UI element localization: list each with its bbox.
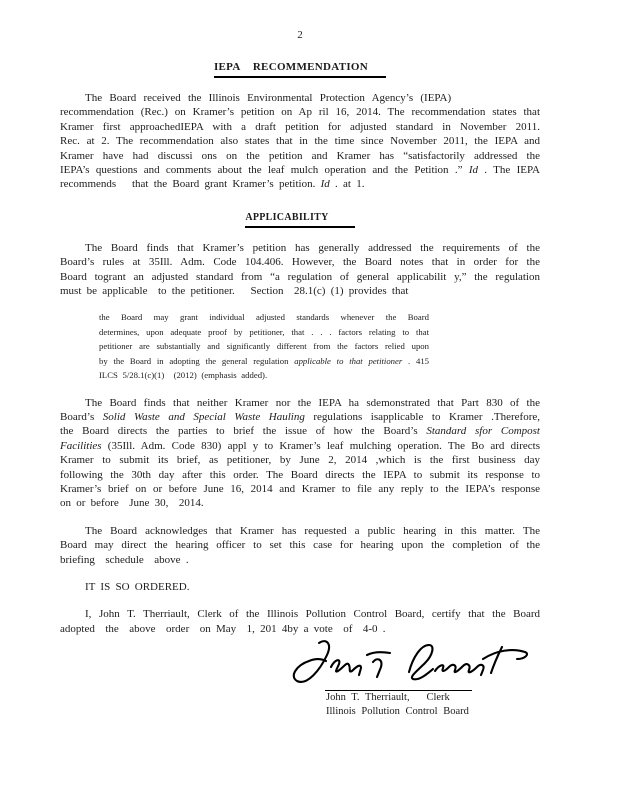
text-line: Board togrant an adjusted standard from “a regulation of general applicabilit y,” the regulation <box>60 270 540 283</box>
text-segment: Solid Waste and Special Waste Hauling <box>102 410 305 423</box>
paragraph <box>60 396 540 511</box>
text-line: The Board acknowledges that Kramer has requested a public hearing in this matter. The <box>85 524 540 537</box>
text-line <box>60 439 540 453</box>
text-segment: Board’s <box>60 410 103 423</box>
text-line: recommendation (Rec.) on Kramer’s petition on Ap ril 16, 2014. The recommendation states that <box>60 106 540 119</box>
text-segment: Standard sfor Compost <box>426 425 540 438</box>
signature-block <box>285 637 540 718</box>
text-line <box>60 424 540 438</box>
text-line: determines, upon adequate proof by petitioner, that . . . factors relating to that <box>99 326 429 337</box>
text-segment: Id <box>320 178 330 191</box>
text-line: Kramer first approachedIEPA with a draft petition for adjusted standard in November 2011. <box>60 120 540 133</box>
text-line: briefing schedule above . <box>60 553 189 566</box>
text-line: following the 30th day after this order. The Board directs the IEPA to submit its response to <box>60 468 540 481</box>
text-line: Kramer to submit its brief, as petitioner, by June 2, 2014 ,which is the first business day <box>60 454 540 467</box>
text-line: adopted the above order on May 1, 201 4by a vote of 4-0 . <box>60 622 386 635</box>
heading-row <box>60 208 540 228</box>
text-segment: IEPA’s questions and comments about the leaf mulch operation and the Petition .” <box>60 164 469 177</box>
text-line: Rec. at 2. The recommendation also states that in the time since November 2011, the IEPA and <box>60 135 540 148</box>
text-segment: Id <box>468 164 478 177</box>
text-line: Board’s rules at 35Ill. Adm. Code 104.406. However, the Board notes that in order for the <box>60 256 540 269</box>
heading-row <box>60 58 540 78</box>
text-segment: . 415 <box>402 355 430 366</box>
block-quote <box>99 310 429 382</box>
text-segment: recommends that the Board grant Kramer’s petition. <box>60 178 321 191</box>
paragraph <box>60 524 540 567</box>
section-heading: APPLICABILITY <box>245 210 354 228</box>
text-segment: . at 1. <box>329 178 365 191</box>
paragraph <box>60 241 540 299</box>
paragraph <box>60 580 540 594</box>
text-segment: applicable to that petitioner <box>294 355 403 366</box>
text-line: the Board may grant individual adjusted standards whenever the Board <box>99 312 429 323</box>
signature-typed-name: John T. Therriault, Clerk <box>326 692 450 704</box>
text-segment: Facilities <box>60 439 102 452</box>
text-line: The Board finds that Kramer’s petition has generally addressed the requirements of the <box>85 241 540 254</box>
text-line: petitioner are substantially and significantly different from the factors relied upon <box>99 341 429 352</box>
text-line: Kramer have had discussi ons on the petition and Kramer has “satisfactorily addressed the <box>60 149 540 162</box>
signature-image <box>285 637 530 687</box>
text-line: The Board finds that neither Kramer nor the IEPA ha sdemonstrated that Part 830 of the <box>85 396 540 409</box>
paragraph <box>60 607 540 636</box>
text-line <box>60 177 540 191</box>
text-segment: . The IEPA <box>477 164 540 177</box>
text-segment: the Board directs the parties to brief the issue of how the Board’s <box>60 425 427 438</box>
text-line: ILCS 5/28.1(c)(1) (2012) (emphasis added). <box>99 370 268 381</box>
text-line: Board may direct the hearing officer to set this case for hearing upon the completion of the <box>60 539 540 552</box>
text-line <box>60 163 540 177</box>
text-segment: (35Ill. Adm. Code 830) appl y to Kramer’s leaf mulching operation. The Bo ard directs <box>101 439 540 452</box>
text-line <box>60 410 540 424</box>
text-line: IT IS SO ORDERED. <box>85 580 190 593</box>
text-line: must be applicable to the petitioner. Section 28.1(c) (1) provides that <box>60 285 409 298</box>
text-line <box>99 354 429 368</box>
page-number: 2 <box>297 29 303 41</box>
text-line: on or before June 30, 2014. <box>60 497 204 510</box>
text-line: Kramer’s brief on or before June 16, 2014 and Kramer to file any reply to the IEPA’s response <box>60 482 540 495</box>
text-line: I, John T. Therriault, Clerk of the Illinois Pollution Control Board, certify that the Board <box>85 608 540 621</box>
document-body <box>60 58 540 636</box>
section-heading: IEPA RECOMMENDATION <box>214 60 386 78</box>
signature-org: Illinois Pollution Control Board <box>326 705 469 717</box>
text-segment: by the Board in adopting the general regulation <box>99 355 295 366</box>
text-line: The Board received the Illinois Environmental Protection Agency’s (IEPA) <box>85 92 452 104</box>
paragraph <box>60 91 540 192</box>
text-segment: regulations isapplicable to Kramer .Therefore, <box>304 410 540 423</box>
